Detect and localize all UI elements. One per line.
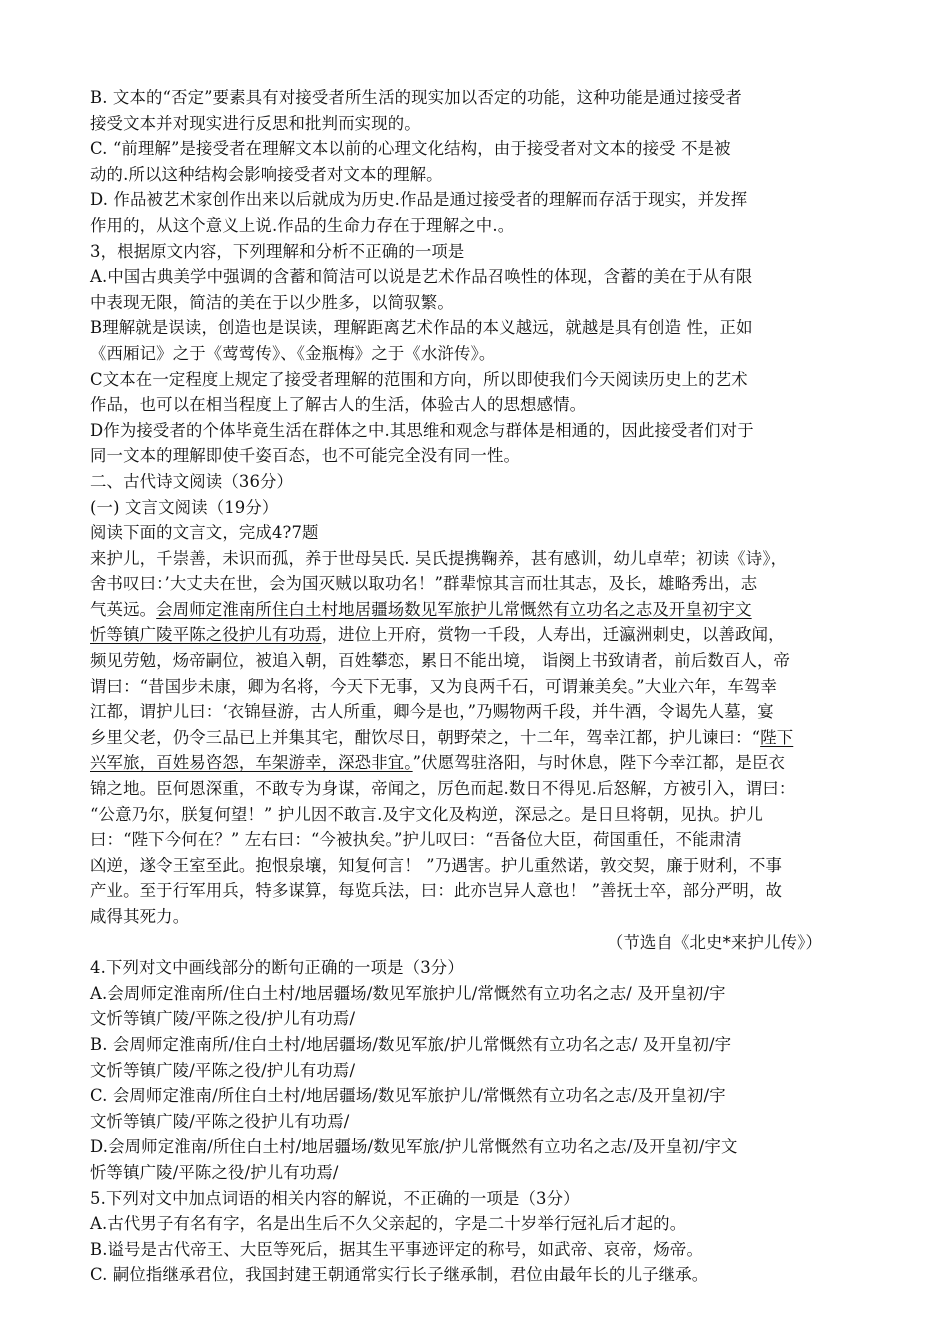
line-text: B. 会周师定淮南所/住白土村/地居疆场/数见军旅/护儿常慨然有立功名之志/ 及开皇初/宇 <box>90 1034 732 1054</box>
line-text: D. 作品被艺术家创作出来以后就成为历史.作品是通过接受者的理解而存活于现实，并发挥 <box>90 190 748 210</box>
line-text: （节选自《北史*来护儿传》） <box>606 932 822 952</box>
line-text: 二、古代诗文阅读（36分） <box>90 471 294 491</box>
line-text: A.中国古典美学中强调的含蓄和简洁可以说是艺术作品召唤性的体现，含蓄的美在于从有限 <box>90 267 753 287</box>
text-line <box>90 1032 862 1058</box>
text-line <box>90 1211 862 1237</box>
line-text: 谓曰：“昔国步未康，卿为名将，今天下无事，又为良两千石，可谓兼美矣。”大业六年，车驾幸 <box>90 676 778 696</box>
text-line <box>90 699 862 725</box>
line-text: 舍书叹曰：’大丈夫在世，会为国灭贼以取功名！”群辈惊其言而壮其志，及长，雄略秀出，志 <box>90 574 758 594</box>
text-line <box>90 878 862 904</box>
text-line <box>90 571 862 597</box>
text-line <box>90 750 862 776</box>
line-text: 5.下列对文中加点词语的相关内容的解说，不正确的一项是（3分） <box>90 1188 580 1208</box>
text-line <box>90 802 862 828</box>
line-text: 凶逆，遂令王室至此。抱恨泉壤，知复何言！ ”乃遇害。护儿重然诺，敦交契，廉于财利，不事 <box>90 855 783 875</box>
line-text: B. 文本的“否定”要素具有对接受者所生活的现实加以否定的功能，这种功能是通过接受者 <box>90 88 742 107</box>
text-line <box>90 264 862 290</box>
text-line <box>90 162 862 188</box>
line-text: 3，根据原文内容，下列理解和分析不正确的一项是 <box>90 241 465 261</box>
line-text: 江都，谓护儿曰：‘衣锦昼游，古人所重，卿今是也，”乃赐物两千段，并牛酒，令谒先人墓，宴 <box>90 702 774 722</box>
line-text: 频见劳勉，炀帝嗣位，被追入朝，百姓攀恋，累日不能出境， 诣阕上书致请者，前后数百人，帝 <box>90 651 791 671</box>
text-line <box>90 239 862 265</box>
line-text: 文忻等镇广陵/平陈之役/护儿有功焉/ <box>90 1009 356 1029</box>
text-line <box>90 1186 862 1212</box>
text-line <box>90 674 862 700</box>
line-text: D作为接受者的个体毕竟生活在群体之中.其思维和观念与群体是相通的，因此接受者们对于 <box>90 420 754 440</box>
line-text: C. “前理解”是接受者在理解文本以前的心理文化结构，由于接受者对文本的接受 不是被 <box>90 139 731 159</box>
text-line <box>90 776 862 802</box>
line-text: A.会周师定淮南所/住白土村/地居疆场/数见军旅护儿/常慨然有立功名之志/ 及开皇初/宇 <box>90 983 726 1003</box>
line-text: 作品，也可以在相当程度上了解古人的生活，体验古人的思想感情。 <box>90 395 587 415</box>
text-line <box>90 904 862 930</box>
text-line <box>90 520 862 546</box>
text-line <box>90 1109 862 1135</box>
line-text: 同一文本的理解即使千姿百态，也不可能完全没有同一性。 <box>90 446 521 466</box>
line-text: C. 会周师定淮南/所住白土村/地居疆场/数见军旅护儿/常慨然有立功名之志/及开皇初/宇 <box>90 1086 726 1106</box>
document-body <box>90 85 862 1288</box>
text-line <box>90 622 862 648</box>
text-line <box>90 1058 862 1084</box>
line-text: 产业。至于行军用兵，特多谋算，每览兵法，曰：此亦岂异人意也！ ”善抚士卒，部分严明，故 <box>90 881 783 901</box>
text-line <box>90 111 862 137</box>
text-line <box>90 187 862 213</box>
line-text: ”伏愿驾驻洛阳，与时休息，陛下今幸江都，是臣衣 <box>412 753 786 773</box>
text-line <box>90 597 862 623</box>
line-text: 乡里父老，仍令三品已上并集其宅，酣饮尽日，朝野荣之，十二年，驾幸江都，护儿谏曰：“ <box>90 727 761 747</box>
text-line <box>90 443 862 469</box>
line-text: 作用的，从这个意义上说.作品的生命力存在于理解之中.。 <box>90 215 515 235</box>
underlined-passage: 会周师定淮南所住白土村地居疆场数见军旅护儿常慨然有立功名之志及开皇初宇文 <box>156 599 752 619</box>
text-line <box>90 853 862 879</box>
text-line <box>90 1083 862 1109</box>
text-line <box>90 1262 862 1288</box>
text-line <box>90 955 862 981</box>
text-line <box>90 648 862 674</box>
text-line <box>90 827 862 853</box>
text-line <box>90 725 862 751</box>
line-text: 气英远。 <box>90 599 157 619</box>
text-line <box>90 367 862 393</box>
text-line <box>90 85 862 111</box>
text-line <box>90 1006 862 1032</box>
text-line <box>90 469 862 495</box>
line-text: C文本在一定程度上规定了接受者理解的范围和方向，所以即使我们今天阅读历史上的艺术 <box>90 369 748 389</box>
line-text: 忻等镇广陵/平陈之役/护儿有功焉/ <box>90 1162 339 1182</box>
line-text: 《西厢记》之于《莺莺传》、《金瓶梅》之于《水浒传》。 <box>90 343 496 363</box>
line-text: B.谥号是古代帝王、大臣等死后，据其生平事迹评定的称号，如武帝、哀帝，炀帝。 <box>90 1239 704 1259</box>
underlined-passage: 兴军旅，百姓易咨怨，车架游幸，深恐非宜。 <box>90 753 413 773</box>
text-line <box>90 1160 862 1186</box>
line-text: B理解就是误读，创造也是误读，理解距离艺术作品的本义越远，就越是具有创造 性，正如 <box>90 318 753 338</box>
text-line <box>90 1134 862 1160</box>
line-text: 锦之地。臣何恩深重，不敢专为身谋，帝闻之，厉色而起.数日不得见.后怒解，方被引入，谓曰： <box>90 779 796 799</box>
text-line <box>90 495 862 521</box>
line-text: ，进位上开府，赏物一千段，人寿出，迁瀛洲刺史，以善政闻， <box>321 625 785 645</box>
text-line <box>90 136 862 162</box>
line-text: 4.下列对文中画线部分的断句正确的一项是（3分） <box>90 958 464 978</box>
text-line <box>90 341 862 367</box>
text-line <box>90 981 862 1007</box>
line-text: 动的.所以这种结构会影响接受者对文本的理解。 <box>90 164 443 184</box>
line-text: 阅读下面的文言文，完成4?7题 <box>90 523 319 543</box>
line-text: C. 嗣位指继承君位，我国封建王朝通常实行长子继承制，君位由最年长的儿子继承。 <box>90 1265 709 1285</box>
text-line <box>90 418 862 444</box>
line-text: 咸得其死力。 <box>90 907 190 926</box>
line-text: 来护儿，千崇善，未识而孤，养于世母吴氏. 吴氏提携鞠养，甚有感训，幼儿卓荦；初读《诗》， <box>90 548 788 568</box>
underlined-passage: 忻等镇广陵平陈之役护儿有功焉 <box>90 625 322 645</box>
text-line <box>90 546 862 572</box>
line-text: 曰：“陛下今何在？” 左右曰：“今被执矣。”护儿叹曰：“吾备位大臣，荷国重任，不能肃清 <box>90 830 742 850</box>
text-line <box>90 1237 862 1263</box>
line-text: (一) 文言文阅读（19分） <box>90 497 279 517</box>
text-line <box>90 290 862 316</box>
text-line <box>90 315 862 341</box>
line-text: A.古代男子有名有字，名是出生后不久父亲起的，字是二十岁举行冠礼后才起的。 <box>90 1214 687 1234</box>
line-text: 文忻等镇广陵/平陈之役护儿有功焉/ <box>90 1111 350 1131</box>
line-text: 中表现无限，简洁的美在于以少胜多，以简驭繁。 <box>90 292 454 312</box>
line-text: 文忻等镇广陵/平陈之役/护儿有功焉/ <box>90 1060 356 1080</box>
text-line <box>90 392 862 418</box>
text-line <box>90 213 862 239</box>
line-text: “公意乃尔，朕复何望！” 护儿因不敢言.及宇文化及构逆，深忌之。是日旦将朝，见执。护儿 <box>90 804 763 824</box>
line-text: 接受文本并对现实进行反思和批判而实现的。 <box>90 113 421 133</box>
underlined-passage: 陛下 <box>760 727 794 747</box>
line-text: D.会周师定淮南/所住白土村/地居疆场/数见军旅/护儿常慨然有立功名之志/及开皇初/宇文 <box>90 1137 738 1157</box>
source-citation <box>90 930 862 956</box>
